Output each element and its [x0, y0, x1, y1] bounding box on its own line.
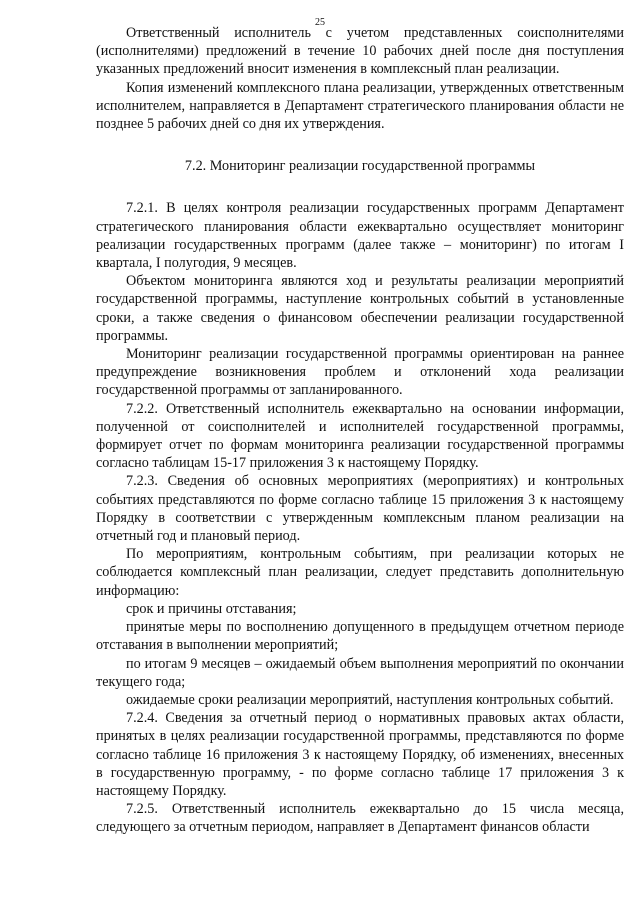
- page-number: 25: [315, 17, 325, 28]
- paragraph: Копия изменений комплексного плана реализации, утвержденных ответственным исполнителем, направляется в Департамент стратегического планирования области не позднее 5 рабочих дней со дня их утверждения.: [96, 79, 624, 133]
- paragraph: Мониторинг реализации государственной программы ориентирован на раннее предупреждение возникновения проблем и отклонений хода реализации государственной программы от запланированного.: [96, 346, 624, 399]
- list-item: срок и причины отставания;: [126, 600, 297, 617]
- paragraph: 7.2.3. Сведения об основных мероприятиях (мероприятиях) и контрольных событиях представляются по форме согласно таблице 15 приложения 3 к настоящему Порядку в соответствии с утвержденным комплексным планом реализации на отчетный год и плановый период.: [96, 473, 624, 545]
- document-body: [96, 24, 624, 837]
- paragraph: 7.2.5. Ответственный исполнитель ежеквартально до 15 числа месяца, следующего за отчетным периодом, направляет в Департамент финансов области: [96, 801, 624, 836]
- list-item: ожидаемые сроки реализации мероприятий, наступления контрольных событий.: [126, 691, 614, 708]
- paragraph: 7.2.4. Сведения за отчетный период о нормативных правовых актах области, принятых в целях реализации государственной программы, представляются по форме согласно таблице 16 приложения 3 к настоящему Порядку, об изменениях, внесенных в государственную программу, - по форме согласно таблице 17 приложения 3 к настоящему Порядку.: [96, 710, 624, 799]
- paragraph: Ответственный исполнитель с учетом представленных соисполнителями (исполнителями) предложений в течение 10 рабочих дней после дня поступления указанных предложений вносит изменения в комплексный план реализации.: [96, 25, 624, 78]
- paragraph: 7.2.2. Ответственный исполнитель ежеквартально на основании информации, полученной от соисполнителей и исполнителей государственной программы, формирует отчет по формам мониторинга реализации государственной программы согласно таблицам 15-17 приложения 3 к настоящему Порядку.: [96, 400, 624, 472]
- paragraph: 7.2.1. В целях контроля реализации государственных программ Департамент стратегического планирования области ежеквартально осуществляет мониторинг реализации государственных программ (далее также – мониторинг) по итогам I квартала, I полугодия, 9 месяцев.: [96, 200, 624, 272]
- section-heading: 7.2. Мониторинг реализации государственной программы: [184, 158, 536, 175]
- list-item: принятые меры по восполнению допущенного в предыдущем отчетном периоде отставания в выполнении мероприятий;: [96, 619, 624, 654]
- paragraph: Объектом мониторинга являются ход и результаты реализации мероприятий государственной программы, наступление контрольных событий в установленные сроки, а также сведения о финансовом обеспечении реализации государственной программы.: [96, 273, 624, 344]
- paragraph: По мероприятиям, контрольным событиям, при реализации которых не соблюдается комплексный план реализации, следует представить дополнительную информацию:: [96, 546, 624, 599]
- list-item: по итогам 9 месяцев – ожидаемый объем выполнения мероприятий по окончании текущего года;: [96, 655, 624, 690]
